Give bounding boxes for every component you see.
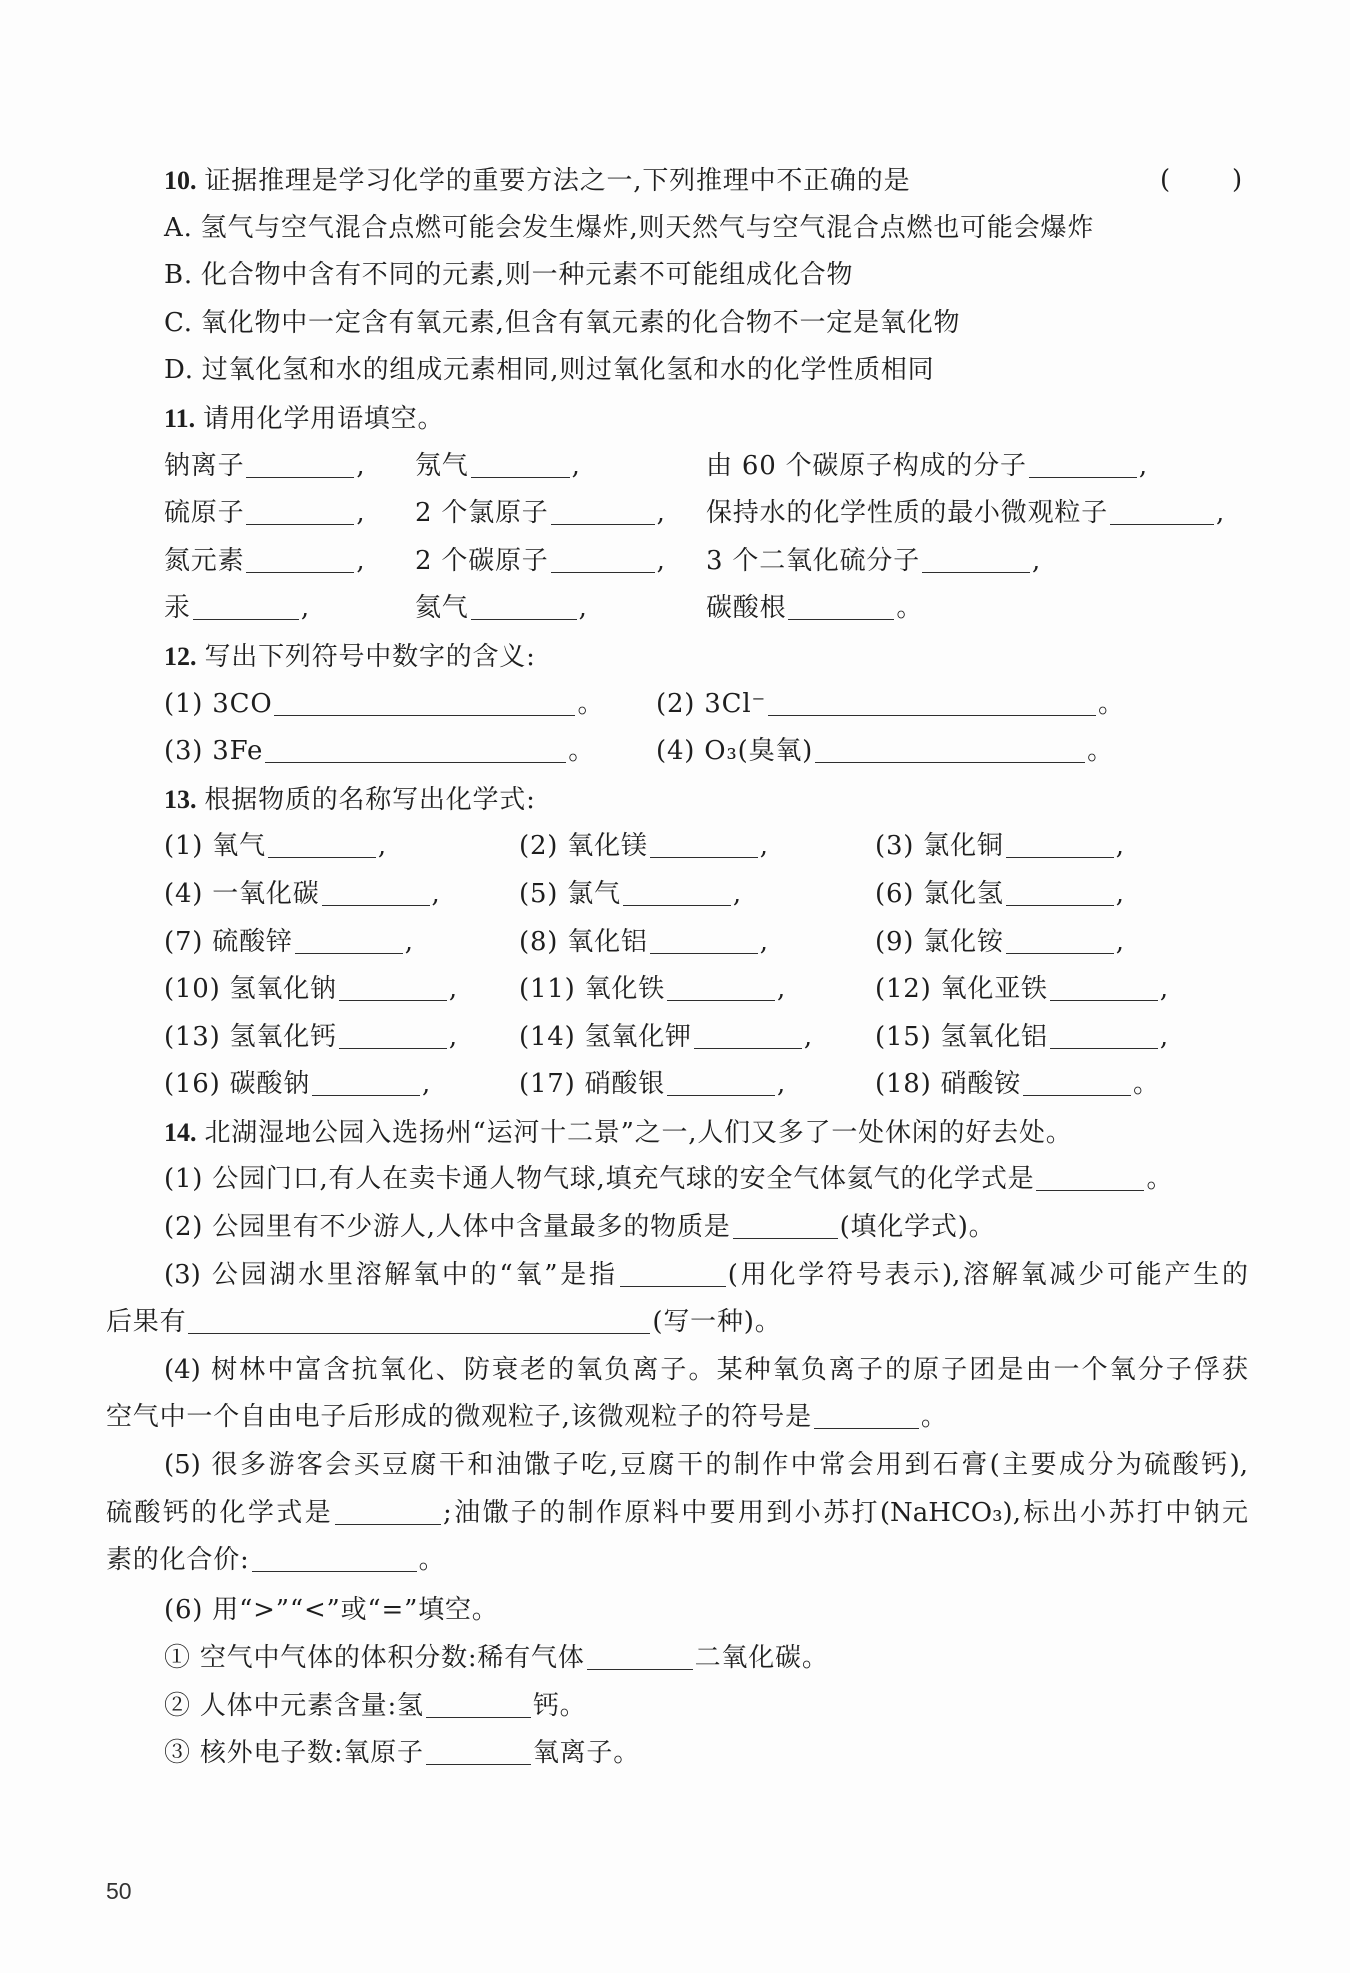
option-text: 氧化物中一定含有氧元素,但含有氧元素的化合物不一定是氧化物 <box>200 307 961 338</box>
answer-blank <box>667 980 775 1001</box>
question-number: 10. <box>164 166 197 195</box>
q13-row <box>0 1061 1350 1109</box>
item-punct: , <box>1032 545 1042 576</box>
q10-stem <box>0 157 1350 205</box>
answer-blank <box>1029 457 1137 478</box>
q13-item <box>164 871 441 919</box>
item-label: (8) 氧化铝 <box>519 926 648 957</box>
item-label: (12) 氧化亚铁 <box>875 974 1048 1005</box>
q12-stem <box>0 633 1350 681</box>
q13-row <box>0 1014 1350 1062</box>
q14-part-6-item-1 <box>0 1635 1350 1683</box>
item-label: (1) 3CO <box>164 688 273 719</box>
item-label: (2) 3Cl⁻ <box>656 688 766 719</box>
q11-row <box>0 490 1350 538</box>
part-text: 硫酸钙的化学式是 <box>106 1497 334 1528</box>
answer-blank <box>551 552 655 573</box>
item-punct: , <box>356 545 366 576</box>
q13-item <box>519 871 742 919</box>
item-punct: , <box>578 593 588 624</box>
item-punct: 。 <box>896 593 924 624</box>
q14-part-5-line-1 <box>0 1442 1350 1490</box>
q13-row <box>0 919 1350 967</box>
q13-item <box>875 823 1125 871</box>
answer-blank <box>1110 504 1214 525</box>
q14-part-4-line-1 <box>0 1347 1350 1395</box>
part-text-end: (填化学式)。 <box>839 1212 996 1243</box>
item-label: (11) 氧化铁 <box>519 974 666 1005</box>
q14-part-6-item-3 <box>0 1730 1350 1778</box>
q11-row <box>0 443 1350 491</box>
item-label: (16) 碳酸钠 <box>164 1069 311 1100</box>
q12-item <box>164 681 604 729</box>
question-number: 11. <box>164 403 196 433</box>
answer-blank <box>814 1408 919 1429</box>
answer-blank <box>193 599 299 620</box>
part-text: ① 空气中气体的体积分数:稀有气体 <box>164 1642 585 1673</box>
question-text: 北湖湿地公园入选扬州“运河十二景”之一,人们又多了一处休闲的好去处。 <box>204 1117 1073 1148</box>
item-label: (17) 硝酸银 <box>519 1069 666 1100</box>
item-label: 3 个二氧化硫分子 <box>706 545 921 576</box>
part-text: ③ 核外电子数:氧原子 <box>164 1738 424 1769</box>
item-label: (18) 硝酸铵 <box>875 1069 1022 1100</box>
item-punct: , <box>448 974 458 1005</box>
q14-part-3-line-1 <box>0 1252 1350 1300</box>
justified-line <box>164 1252 1248 1300</box>
part-text: 后果有 <box>106 1307 187 1338</box>
q13-item <box>519 1014 813 1062</box>
q14-part-6-item-2 <box>0 1683 1350 1731</box>
item-punct: , <box>356 498 366 529</box>
q10-option-a <box>0 205 1350 253</box>
q13-stem <box>0 776 1350 824</box>
item-punct: , <box>1115 878 1125 909</box>
item-punct: , <box>571 450 581 481</box>
item-label: (13) 氢氧化钙 <box>164 1021 337 1052</box>
question-text: 证据推理是学习化学的重要方法之一,下列推理中不正确的是 <box>204 166 911 196</box>
item-punct: , <box>431 878 441 909</box>
item-punct: 。 <box>1097 688 1125 719</box>
item-label: 氮元素 <box>164 545 245 576</box>
part-text: 素的化合价: <box>106 1545 250 1576</box>
answer-blank <box>246 552 354 573</box>
option-letter: B. <box>164 260 193 291</box>
question-text: 写出下列符号中数字的含义: <box>204 641 536 672</box>
item-punct: 。 <box>577 688 605 719</box>
item-punct: 。 <box>1133 1069 1160 1100</box>
q11-item <box>164 490 365 538</box>
item-punct: , <box>732 878 742 909</box>
question-number: 14. <box>164 1117 197 1147</box>
item-punct: , <box>448 1021 458 1052</box>
answer-blank <box>1050 1028 1158 1049</box>
answer-blank <box>246 504 354 525</box>
item-label: (2) 氧化镁 <box>519 831 648 862</box>
answer-blank <box>1006 885 1114 906</box>
option-letter: C. <box>164 307 193 338</box>
part-text-end: 。 <box>1146 1164 1174 1195</box>
option-letter: D. <box>164 355 194 386</box>
option-text: 氢气与空气混合点燃可能会发生爆炸,则天然气与空气混合点燃也可能会爆炸 <box>200 212 1095 243</box>
answer-blank <box>339 1028 447 1049</box>
answer-blank <box>815 742 1085 763</box>
q13-item <box>164 1061 431 1109</box>
q13-item <box>164 1014 458 1062</box>
answer-blank <box>551 504 655 525</box>
option-text: 过氧化氢和水的组成元素相同,则过氧化氢和水的化学性质相同 <box>201 355 935 386</box>
q13-item <box>875 919 1125 967</box>
q12-item <box>656 728 1114 776</box>
justified-line <box>164 1442 1248 1490</box>
q14-part-6 <box>0 1587 1350 1635</box>
answer-blank <box>312 1075 420 1096</box>
q14-stem <box>0 1109 1350 1157</box>
item-punct: , <box>1115 831 1125 862</box>
item-punct: , <box>422 1069 432 1100</box>
page-number: 50 <box>106 1878 132 1904</box>
q11-item <box>164 585 310 633</box>
item-punct: , <box>1159 974 1169 1005</box>
q11-item <box>415 490 666 538</box>
answer-blank <box>733 1218 838 1239</box>
q11-item <box>706 538 1041 586</box>
answer-blank <box>322 885 430 906</box>
question-number: 13. <box>164 784 197 814</box>
answer-blank <box>471 599 577 620</box>
q14-part-2 <box>0 1204 1350 1252</box>
item-punct: , <box>1115 926 1125 957</box>
answer-blank <box>1006 933 1114 954</box>
part-text: (1) 公园门口,有人在卖卡通人物气球,填充气球的安全气体氦气的化学式是 <box>164 1164 1035 1195</box>
item-punct: , <box>656 545 666 576</box>
item-punct: , <box>356 450 366 481</box>
q12-item <box>164 728 595 776</box>
answer-blank <box>265 742 566 763</box>
item-label: 氦气 <box>415 593 469 624</box>
q13-item <box>875 966 1169 1014</box>
q13-row <box>0 823 1350 871</box>
q14-part-1 <box>0 1156 1350 1204</box>
part-text: ② 人体中元素含量:氢 <box>164 1690 424 1721</box>
answer-blank <box>1023 1075 1131 1096</box>
item-label: (4) 一氧化碳 <box>164 878 320 909</box>
q12-row <box>0 681 1350 729</box>
part-text: (4) 树林中富含抗氧化、防衰老的氧负离子。某种氧负离子的原子团是由一个氧分子俘获 <box>164 1354 1248 1385</box>
item-label: (15) 氢氧化铝 <box>875 1021 1048 1052</box>
q11-item <box>706 585 923 633</box>
q14-part-5-line-2 <box>0 1490 1350 1538</box>
item-label: 汞 <box>164 593 191 624</box>
answer-blank <box>426 1744 531 1765</box>
item-label: (10) 氢氧化钠 <box>164 974 337 1005</box>
item-label: 氖气 <box>415 450 469 481</box>
item-punct: , <box>1159 1021 1169 1052</box>
item-punct: , <box>803 1021 813 1052</box>
q13-item <box>519 919 769 967</box>
answer-blank <box>650 933 758 954</box>
question-text: 请用化学用语填空。 <box>203 403 445 434</box>
answer-blank <box>768 695 1096 716</box>
q14-part-4-line-2 <box>0 1394 1350 1442</box>
item-punct: 。 <box>568 736 596 767</box>
item-punct: , <box>377 831 387 862</box>
q11-item <box>415 538 666 586</box>
part-text: (2) 公园里有不少游人,人体中含量最多的物质是 <box>164 1212 731 1243</box>
answer-blank <box>426 1697 531 1718</box>
q13-item <box>875 871 1125 919</box>
question-text: 根据物质的名称写出化学式: <box>204 784 536 815</box>
q11-item <box>706 443 1148 491</box>
item-punct: , <box>759 926 769 957</box>
part-text: (5) 很多游客会买豆腐干和油馓子吃,豆腐干的制作中常会用到石膏(主要成分为硫酸钙), <box>164 1450 1248 1481</box>
answer-blank <box>694 1028 802 1049</box>
q14-part-5-line-3 <box>0 1537 1350 1585</box>
part-text-end: 。 <box>418 1545 446 1576</box>
part-text: (6) 用“>”“<”或“=”填空。 <box>164 1595 499 1626</box>
q10-option-c <box>0 300 1350 348</box>
answer-blank <box>667 1075 775 1096</box>
item-punct: , <box>1216 498 1226 529</box>
part-text-end: (用化学符号表示),溶解氧减少可能产生的 <box>727 1259 1248 1290</box>
option-text: 化合物中含有不同的元素,则一种元素不可能组成化合物 <box>200 260 854 291</box>
item-punct: 。 <box>1087 736 1114 767</box>
item-label: (9) 氯化铵 <box>875 926 1004 957</box>
item-label: (7) 硫酸锌 <box>164 926 293 957</box>
answer-blank <box>650 837 758 858</box>
answer-blank <box>274 695 575 716</box>
q11-row <box>0 538 1350 586</box>
item-label: (6) 氯化氢 <box>875 878 1004 909</box>
q12-item <box>656 681 1125 729</box>
answer-blank <box>623 885 731 906</box>
q10-option-d <box>0 347 1350 395</box>
item-label: (3) 氯化铜 <box>875 831 1004 862</box>
q13-item <box>164 823 387 871</box>
item-punct: , <box>759 831 769 862</box>
q14-part-3-line-2 <box>0 1299 1350 1347</box>
answer-blank <box>246 457 354 478</box>
option-letter: A. <box>164 212 193 243</box>
q11-item <box>415 585 588 633</box>
item-label: (3) 3Fe <box>164 736 264 767</box>
q13-row <box>0 871 1350 919</box>
q13-item <box>164 966 458 1014</box>
answer-blank <box>1036 1170 1144 1191</box>
answer-blank <box>620 1266 726 1287</box>
item-label: 由 60 个碳原子构成的分子 <box>706 450 1027 481</box>
part-text: 空气中一个自由电子后形成的微观粒子,该微观粒子的符号是 <box>106 1402 812 1433</box>
item-label: 保持水的化学性质的最小微观粒子 <box>706 498 1109 529</box>
item-punct: , <box>656 498 666 529</box>
answer-bracket-open: ( <box>1160 165 1171 195</box>
item-label: (4) O₃(臭氧) <box>656 736 814 767</box>
answer-blank <box>268 837 376 858</box>
item-label: (1) 氧气 <box>164 831 266 862</box>
q13-item <box>519 966 786 1014</box>
part-text-end: ;油馓子的制作原料中要用到小苏打(NaHCO₃),标出小苏打中钠元 <box>443 1497 1248 1528</box>
answer-blank <box>587 1649 693 1670</box>
item-punct: , <box>1138 450 1148 481</box>
answer-blank <box>339 980 447 1001</box>
part-text-end: 钙。 <box>532 1690 587 1721</box>
justified-line <box>106 1490 1248 1538</box>
item-label: 2 个氯原子 <box>415 498 549 529</box>
q13-row <box>0 966 1350 1014</box>
item-label: 硫原子 <box>164 498 245 529</box>
answer-blank <box>188 1313 650 1334</box>
q11-item <box>164 538 365 586</box>
q10-option-b <box>0 252 1350 300</box>
question-number: 12. <box>164 641 197 671</box>
q11-item <box>164 443 365 491</box>
item-label: 钠离子 <box>164 450 245 481</box>
item-label: (5) 氯气 <box>519 878 621 909</box>
part-text-end: 二氧化碳。 <box>694 1642 829 1673</box>
q13-item <box>519 823 769 871</box>
answer-blank <box>922 552 1030 573</box>
q11-item <box>415 443 581 491</box>
q13-item <box>875 1014 1169 1062</box>
item-label: 2 个碳原子 <box>415 545 549 576</box>
answer-blank <box>295 933 403 954</box>
part-text-end: (写一种)。 <box>652 1307 782 1338</box>
part-text-end: 。 <box>920 1402 948 1433</box>
answer-blank <box>1050 980 1158 1001</box>
part-text: (3) 公园湖水里溶解氧中的“氧”是指 <box>164 1259 618 1290</box>
justified-line <box>164 1347 1248 1395</box>
q13-item <box>519 1061 786 1109</box>
answer-blank <box>1006 837 1114 858</box>
q13-item <box>875 1061 1160 1109</box>
q11-item <box>706 490 1225 538</box>
item-punct: , <box>404 926 414 957</box>
q13-item <box>164 919 414 967</box>
item-punct: , <box>777 974 787 1005</box>
q12-row <box>0 728 1350 776</box>
item-punct: , <box>300 593 310 624</box>
answer-blank <box>471 457 570 478</box>
answer-bracket-close: ) <box>1232 165 1243 195</box>
q11-stem <box>0 395 1350 443</box>
answer-blank <box>252 1551 417 1572</box>
item-punct: , <box>777 1069 787 1100</box>
answer-blank <box>788 599 894 620</box>
q11-row <box>0 585 1350 633</box>
item-label: 碳酸根 <box>706 593 787 624</box>
item-label: (14) 氢氧化钾 <box>519 1021 692 1052</box>
part-text-end: 氧离子。 <box>532 1738 641 1769</box>
worksheet-page <box>0 157 1350 1778</box>
answer-blank <box>335 1504 441 1525</box>
